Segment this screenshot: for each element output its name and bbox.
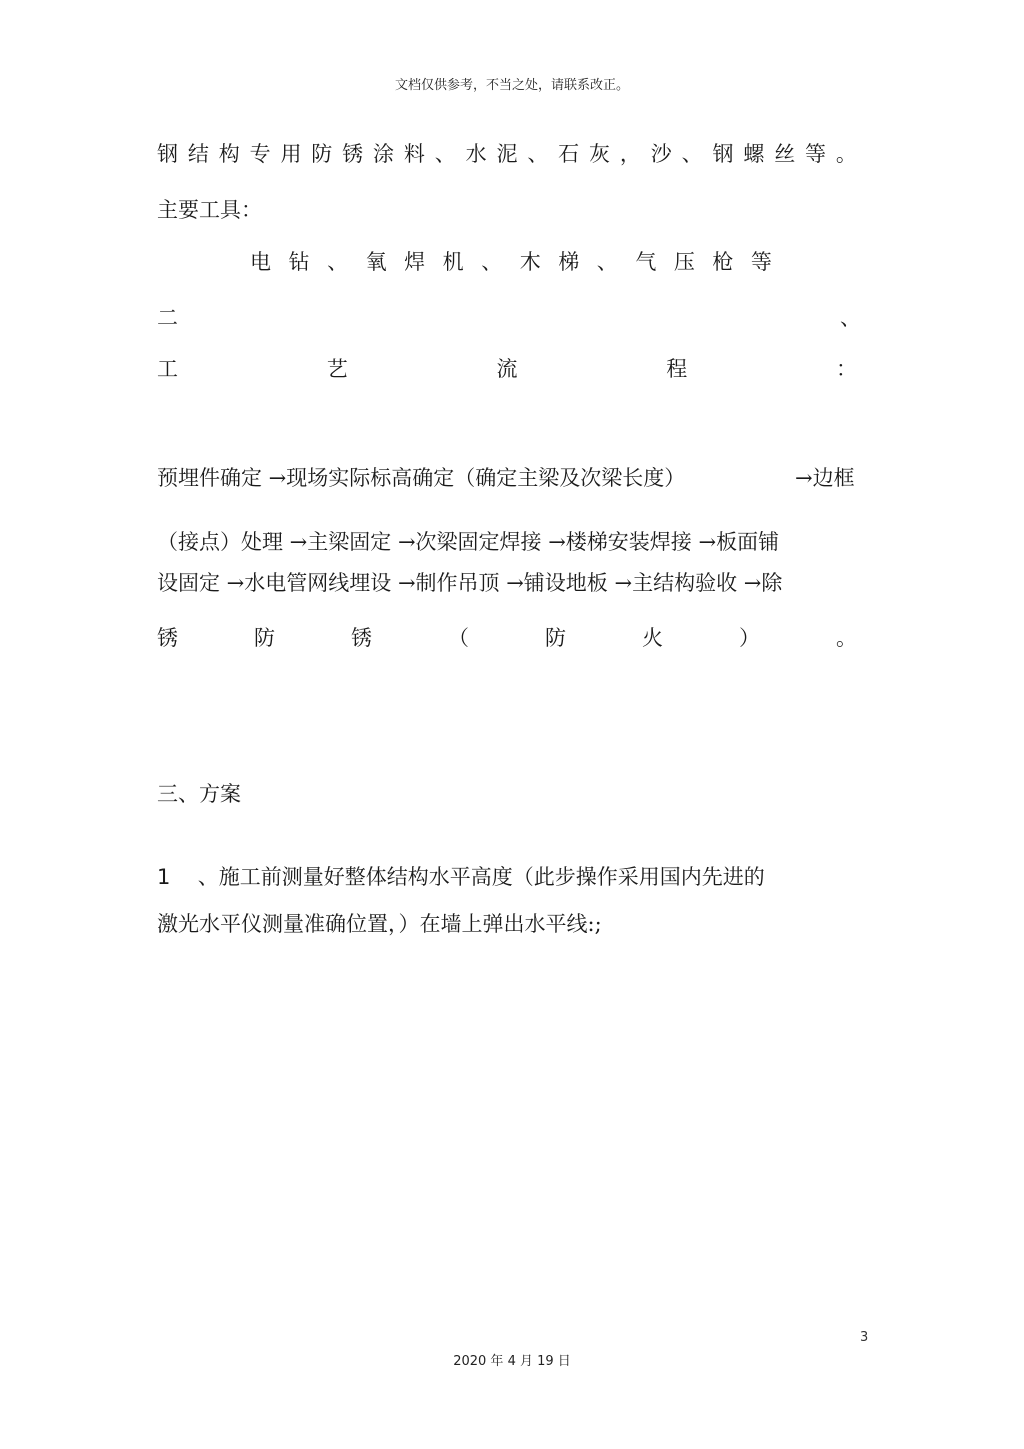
tools-char: 、 [481,250,503,274]
tools-char: 、 [327,250,349,274]
materials-char: 专 [249,142,271,166]
materials-char: 沙 [650,142,672,166]
materials-line [157,142,857,166]
process-line-4-char: 防 [545,626,566,650]
materials-char: 螺 [743,142,765,166]
section-two-number: 二 [157,306,178,330]
process-line-4-char: （ [448,626,469,650]
tools-char: 氧 [365,250,387,274]
tools-char: 气 [635,250,657,274]
materials-char: 石 [558,142,580,166]
item-one-text: 、施工前测量好整体结构水平高度（此步操作采用国内先进的 [197,865,765,889]
materials-char: 。 [835,142,857,166]
materials-char: 构 [218,142,240,166]
process-line-4-char: 。 [836,626,857,650]
materials-char: 泥 [496,142,518,166]
section-three-title: 三、方案 [157,782,241,806]
materials-char: 结 [187,142,209,166]
tools-char: 梯 [558,250,580,274]
materials-char: 水 [465,142,487,166]
tools-line [250,250,772,274]
materials-char: 料 [403,142,425,166]
section-two-title-char: 艺 [326,357,348,381]
tools-char: 机 [442,250,464,274]
materials-char: 钢 [157,142,178,166]
process-line-4-char: 锈 [157,626,178,650]
materials-char: 用 [280,142,302,166]
tools-char: 、 [596,250,618,274]
section-two-title-char: 流 [496,357,518,381]
process-line-1: 预埋件确定 →现场实际标高确定（确定主梁及次梁长度） [157,466,686,490]
process-line-4 [157,626,857,650]
materials-char: 防 [311,142,333,166]
tools-char: 压 [673,250,695,274]
process-line-1-end: →边框 [795,466,855,490]
process-line-3: 设固定 →水电管网线埋设 →制作吊顶 →铺设地板 →主结构验收 →除 [157,571,783,595]
materials-char: 、 [434,142,456,166]
tools-char: 电 [250,250,271,274]
page-number: 3 [860,1330,869,1345]
tools-char: 木 [519,250,541,274]
tools-char: 等 [750,250,772,274]
process-line-4-char: 火 [642,626,663,650]
item-one-line-1 [157,865,765,889]
process-line-4-char: 防 [254,626,275,650]
tools-char: 焊 [404,250,426,274]
tools-char: 钻 [288,250,310,274]
item-one-number: 1 [157,865,171,889]
materials-char: 丝 [774,142,796,166]
tools-char: 枪 [712,250,734,274]
materials-char: 、 [681,142,703,166]
materials-char: 钢 [712,142,734,166]
process-line-2: （接点）处理 →主梁固定 →次梁固定焊接 →楼梯安装焊接 →板面铺 [157,530,780,554]
footer-date: 2020 年 4 月 19 日 [453,1354,571,1369]
materials-char: 灰 [589,142,611,166]
process-line-4-char: 锈 [351,626,372,650]
materials-char: 等 [805,142,827,166]
materials-char: ， [619,142,641,166]
materials-char: 锈 [342,142,364,166]
materials-char: 、 [527,142,549,166]
section-two-title-char: 程 [666,357,688,381]
item-one-line-2: 激光水平仪测量准确位置，）在墙上弹出水平线:; [157,912,602,936]
section-two-separator: 、 [840,306,861,330]
section-two-title-char: ： [836,357,857,381]
process-line-4-char: ） [739,626,760,650]
materials-char: 涂 [373,142,395,166]
tools-heading: 主要工具： [157,198,262,222]
section-two-title-char: 工 [157,357,178,381]
page-header: 文档仅供参考，不当之处，请联系改正。 [394,78,629,93]
section-two-title [157,357,857,381]
